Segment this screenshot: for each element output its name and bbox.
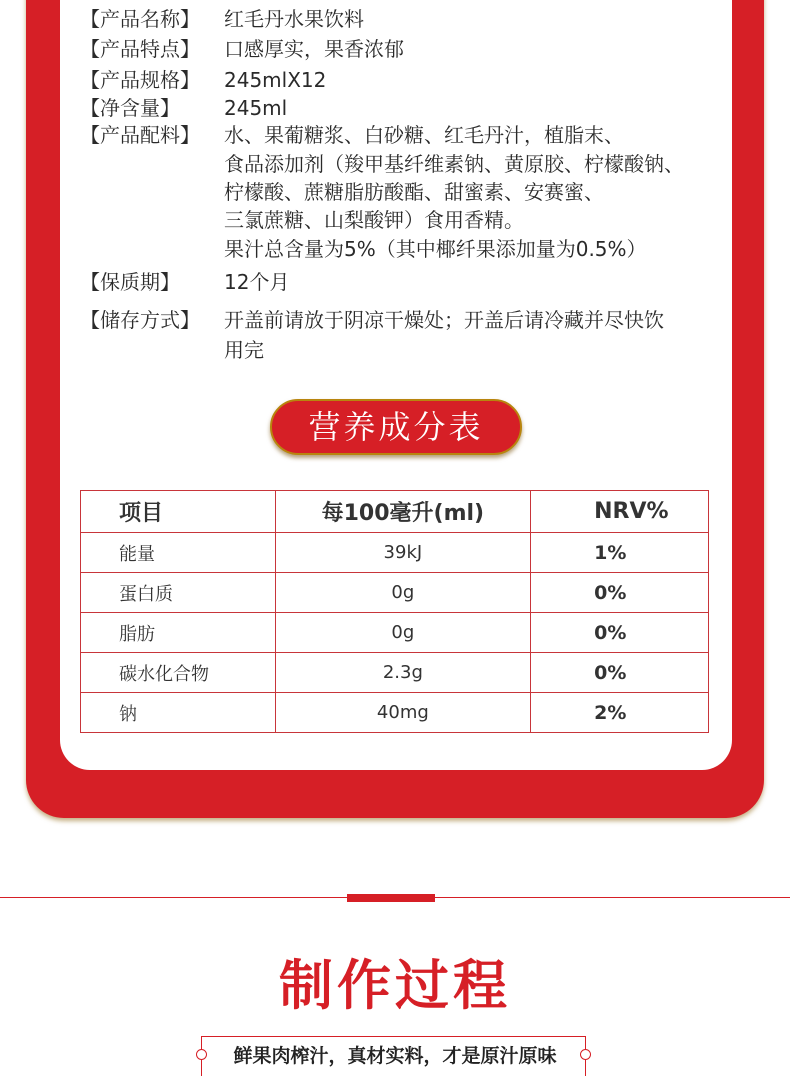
frame-top-line [201,1036,586,1037]
nutrient-nrv: 0% [531,573,709,613]
nutrient-amount: 0g [275,613,530,653]
nutrition-title-pill: 营养成分表 [270,399,522,455]
info-label: 【产品规格】 [80,68,200,92]
nutrient-amount: 2.3g [275,653,530,693]
table-header-row [81,491,709,533]
info-value: 12个月 [224,270,290,294]
info-label: 【产品名称】 [80,7,200,31]
header-nrv: NRV% [531,491,709,533]
info-label: 【保质期】 [80,270,180,294]
info-label: 【产品特点】 [80,37,200,61]
nutrient-name: 蛋白质 [81,573,276,613]
table-row [81,613,709,653]
header-per-100ml: 每100毫升(ml) [275,491,530,533]
info-value: 红毛丹水果饮料 [224,7,364,31]
info-label: 【产品配料】 [80,123,200,147]
info-value: 柠檬酸、蔗糖脂肪酸酯、甜蜜素、安赛蜜、 [224,180,604,204]
process-subtitle: 鲜果肉榨汁，真材实料，才是原汁原味 [233,1045,557,1067]
table-row [81,653,709,693]
header-item: 项目 [81,491,276,533]
info-value: 开盖前请放于阴凉干燥处；开盖后请冷藏并尽快饮 [224,308,664,332]
info-value: 用完 [224,338,264,362]
table-row [81,693,709,733]
info-value: 245ml [224,96,288,120]
nutrient-name: 碳水化合物 [81,653,276,693]
info-value: 水、果葡糖浆、白砂糖、红毛丹汁，植脂末、 [224,123,624,147]
table-row [81,573,709,613]
nutrient-nrv: 2% [531,693,709,733]
nutrient-nrv: 1% [531,533,709,573]
info-value: 食品添加剂（羧甲基纤维素钠、黄原胶、柠檬酸钠、 [224,152,684,176]
nutrient-amount: 40mg [275,693,530,733]
nutrition-table [80,490,709,733]
nutrient-name: 脂肪 [81,613,276,653]
info-label: 【储存方式】 [80,308,200,332]
nutrient-amount: 39kJ [275,533,530,573]
section-divider-accent [347,894,435,902]
info-value: 三氯蔗糖、山梨酸钾）食用香精。 [224,208,524,232]
table-row [81,533,709,573]
nutrient-name: 钠 [81,693,276,733]
info-label: 【净含量】 [80,96,180,120]
process-section-title: 制作过程 [279,953,511,1017]
nutrient-name: 能量 [81,533,276,573]
nutrient-nrv: 0% [531,653,709,693]
info-value: 果汁总含量为5%（其中椰纤果添加量为0.5%） [224,237,647,261]
nutrient-amount: 0g [275,573,530,613]
info-value: 245mlX12 [224,68,327,92]
info-value: 口感厚实，果香浓郁 [224,37,404,61]
nutrient-nrv: 0% [531,613,709,653]
